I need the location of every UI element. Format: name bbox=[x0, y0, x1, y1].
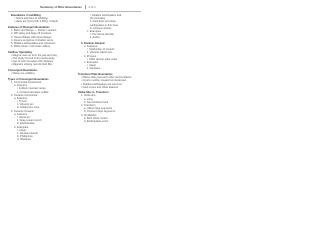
outline-line: 4. Fissure eruptions of shallow vents bbox=[11, 38, 53, 42]
outline-line: 3. Oceanic-Oceanic bbox=[11, 109, 34, 113]
section-heading: Types of Convergent Boundaries bbox=[8, 77, 49, 81]
outline-line: b. Earthquakes occur bbox=[84, 119, 109, 123]
document-page bbox=[0, 0, 149, 198]
outline-line: 3. Similarities bbox=[81, 113, 97, 117]
right-column bbox=[78, 14, 144, 123]
outline-line: • Shallow earthquakes are common bbox=[81, 82, 122, 86]
outline-line: • Age of rock increases with distance bbox=[11, 60, 54, 64]
outline-line: a. Features bbox=[14, 96, 28, 100]
page-number: 1 of 1 bbox=[88, 5, 96, 9]
outline-line: • The newly formed crust moves away bbox=[11, 57, 55, 61]
outline-line: 2. Rift valley and large rift locations bbox=[11, 32, 52, 36]
section-heading: Strike-Slip vs. Transform bbox=[78, 91, 109, 95]
outline-line: b. Examples bbox=[14, 125, 29, 129]
outline-line: a. Offset ridge segments bbox=[84, 107, 113, 111]
section-heading: Convergent Boundaries bbox=[8, 68, 38, 72]
section-heading: Features of Divergent Boundaries bbox=[8, 25, 50, 29]
outline-line: ii. Continental plates collide bbox=[17, 90, 49, 94]
outline-line: i. Island arc bbox=[17, 116, 31, 119]
outline-line: a. Both shear motion bbox=[84, 116, 108, 120]
outline-line: ii. Andes bbox=[90, 36, 100, 40]
outline-line: • Plates are colliding bbox=[11, 72, 35, 76]
outline-line: ii. Volcanic arc bbox=[17, 103, 34, 107]
outline-line: iii. Earthquakes bbox=[17, 122, 35, 126]
outline-line: b. San Andreas Fault bbox=[84, 100, 109, 104]
outline-line: b. Process bbox=[84, 54, 97, 58]
section-heading: 3. Oceanic-Oceanic bbox=[81, 41, 105, 45]
outline-line: a. Features bbox=[14, 112, 28, 116]
document-title: Summary of Rhiz Boundaries bbox=[40, 5, 82, 9]
outline-line: ii. Deep ocean trench bbox=[17, 119, 42, 123]
header-rule bbox=[8, 11, 141, 12]
outline-line: 2. Oceanic-Continental bbox=[11, 93, 38, 97]
outline-line: a. Features bbox=[84, 45, 98, 49]
outline-line: earthquakes in this zone bbox=[90, 23, 119, 27]
section-heading: Transform Plate Boundaries bbox=[78, 72, 113, 76]
outline-line: 6. Pillow lavas / mid ocean valleys bbox=[11, 45, 51, 49]
outline-line: iii. Subduction zone bbox=[17, 106, 40, 110]
section-heading: Seafloor Spreading bbox=[8, 50, 32, 54]
outline-line: iv. Marianas bbox=[17, 138, 31, 142]
outline-line: iii. Volcanic activity bbox=[90, 26, 112, 30]
outline-line: i. The Sierra Nevada bbox=[90, 33, 114, 37]
outline-line: 2. Transform bbox=[81, 104, 96, 108]
outline-line: • Fault zones and offset features bbox=[81, 85, 119, 89]
outline-line: 3. Ocean Ridges with Open Ridges bbox=[11, 35, 52, 39]
outline-line: • Plates slide past each other as boundaries bbox=[81, 76, 132, 80]
outline-line: i. Older denser plate sinks bbox=[87, 57, 117, 61]
outline-line: i. Japan bbox=[17, 128, 27, 132]
outline-line: a. Long bbox=[84, 97, 93, 101]
outline-line: 1. Strike-slip bbox=[81, 94, 96, 98]
outline-line: 1. Continental-Continental bbox=[11, 80, 41, 84]
outline-line: • Topics and lines of subfilling bbox=[14, 17, 48, 21]
outline-line: • Crust is neither created nor destroyed bbox=[81, 79, 127, 83]
outline-line: i. Trench bbox=[17, 100, 27, 104]
outline-line: b. Connect ridge segments bbox=[84, 110, 115, 114]
outline-line: iii. Philippines bbox=[17, 135, 33, 139]
outline-line: • Magnetic striping records field flips bbox=[11, 63, 53, 67]
outline-line: i. Subduction of oceanic bbox=[87, 48, 115, 52]
outline-line: c. Examples bbox=[87, 29, 102, 33]
outline-line: c. Examples bbox=[84, 61, 99, 65]
outline-line: 5. Shallow earthquakes and volcanoes bbox=[11, 41, 56, 45]
outline-line: the boundary bbox=[90, 17, 106, 21]
outline-line: i. Folded mountain range bbox=[17, 87, 46, 91]
page-header bbox=[40, 3, 130, 11]
outline-line: • Magma rises up from the gap and may bbox=[11, 53, 58, 57]
outline-line: i. Shallow earthquakes and bbox=[90, 14, 122, 17]
outline-line: • Ideas are found with 2 filling, 3 depth bbox=[14, 20, 58, 24]
outline-line: ii. Aleutian Islands bbox=[17, 131, 38, 135]
outline-line: ii. Fault lines and deep bbox=[90, 20, 116, 24]
outline-line: i. Japan bbox=[87, 64, 97, 68]
outline-line: ii. Aleutians bbox=[87, 67, 101, 71]
section-heading: Boundaries of subfilling bbox=[11, 14, 41, 17]
outline-line: 1. Basin and Range — Divide: Location bbox=[11, 29, 57, 33]
outline-line: ii. Volcanic island arcs bbox=[87, 51, 113, 55]
outline-line: a. Features bbox=[14, 84, 28, 88]
left-column bbox=[8, 14, 74, 142]
